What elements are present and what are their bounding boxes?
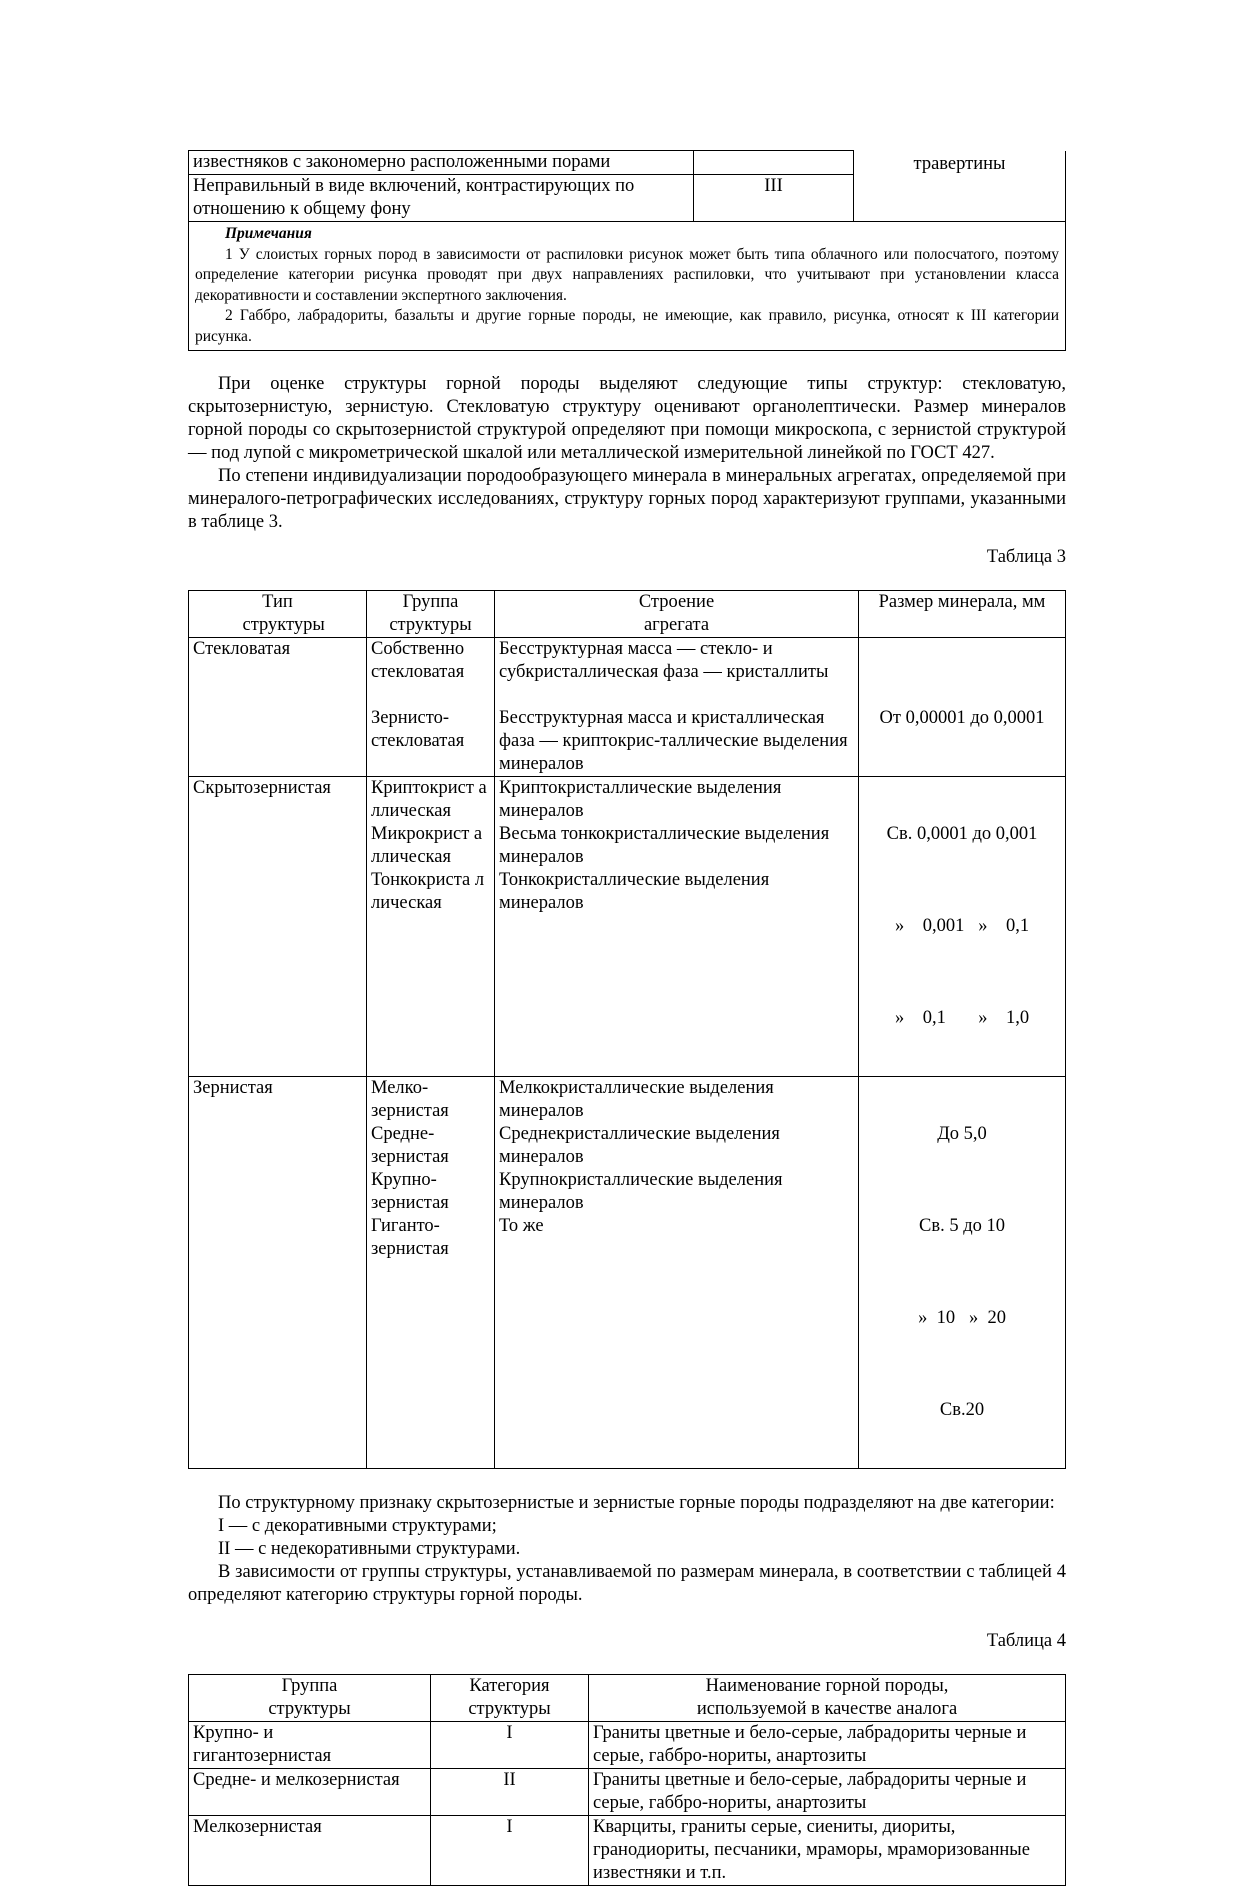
table3-type-cryptocrystalline: Скрытозернистая — [189, 777, 367, 1077]
table3-header-group: Группа структуры — [367, 591, 495, 638]
table4-header-group: Группа структуры — [189, 1675, 431, 1722]
table3-type-granular: Зернистая — [189, 1077, 367, 1469]
continued-row1-text: известняков с закономерно расположенными порами — [189, 151, 694, 175]
table3-header-size: Размер минерала, мм — [859, 591, 1066, 638]
table3-structures-glassy: Бесструктурная масса — стекло- и субкристаллическая фаза — кристаллиты Бесструктурная масса и кристаллическая фаза — криптокрис-таллические выделения минералов — [495, 638, 859, 777]
continued-row1-examples: травертины — [854, 151, 1066, 222]
continued-row1-cat — [694, 151, 854, 175]
table4 — [188, 1674, 1066, 1886]
table4-rock-name: Граниты цветные и бело-серые, лабрадориты черные и серые, габбро-нориты, анартозиты — [589, 1722, 1066, 1769]
table4-group: Крупно- и гигантозернистая — [189, 1722, 431, 1769]
table3-type-glassy: Стекловатая — [189, 638, 367, 777]
table3-sizes-cryptocrystalline: Св. 0,0001 до 0,001 » 0,001 » 0,1 » 0,1 » 1,0 — [859, 777, 1066, 1077]
paragraph-6: В зависимости от группы структуры, устанавливаемой по размерам минерала, в соответствии с таблицей 4 определяют категорию структуры горной породы. — [188, 1562, 1066, 1605]
notes-cell — [189, 222, 1066, 351]
note-2: 2 Габбро, лабрадориты, базальты и другие горные породы, не имеющие, как правило, рисунка, относят к III категории рисунка. — [195, 307, 1059, 345]
continued-table — [188, 150, 1066, 351]
table3-groups-granular: Мелко-зернистая Средне-зернистая Крупно-зернистая Гиганто-зернистая — [367, 1077, 495, 1469]
table-row — [189, 1816, 1066, 1886]
table3-header-type: Тип структуры — [189, 591, 367, 638]
table-row — [189, 777, 1066, 1077]
paragraph-3: По структурному признаку скрытозернистые и зернистые горные породы подразделяют на две категории: — [218, 1493, 1055, 1513]
paragraph-1: При оценке структуры горной породы выделяют следующие типы структур: стекловатую, скрытозернистую, зернистую. Стекловатую структуру оценивают органолептически. Размер минералов горной породы со скрытозернистой структурой определяют при помощи микроскопа, с зернистой структурой — под лупой с микрометрической шкалой или металлической измерительной линейкой по ГОСТ 427. — [188, 374, 1066, 463]
document-page — [188, 150, 1066, 1886]
table3-groups-glassy: Собственно стекловатая Зернисто-стекловатая — [367, 638, 495, 777]
table4-category: I — [431, 1816, 589, 1886]
table4-header-name: Наименование горной породы, используемой в качестве аналога — [589, 1675, 1066, 1722]
continued-row2-cat: III — [694, 175, 854, 222]
table-row — [189, 1077, 1066, 1469]
continued-row2-text: Неправильный в виде включений, контрастирующих по отношению к общему фону — [189, 175, 694, 222]
table3-size-glassy: От 0,00001 до 0,0001 — [859, 638, 1066, 777]
paragraph-5: II — с недекоративными структурами. — [218, 1539, 521, 1559]
table3-header-row — [189, 591, 1066, 638]
note-1: 1 У слоистых горных пород в зависимости от распиловки рисунок может быть типа облачного или полосчатого, поэтому определение категории рисунка проводят при двух направлениях распиловки, что учитывают при установлении класса декоративности и составлении экспертного заключения. — [195, 245, 1059, 304]
table4-group: Мелкозернистая — [189, 1816, 431, 1886]
table4-header-row — [189, 1675, 1066, 1722]
paragraph-4: I — с декоративными структурами; — [218, 1516, 497, 1536]
table4-group: Средне- и мелкозернистая — [189, 1769, 431, 1816]
table4-title: Таблица 4 — [986, 1631, 1066, 1651]
table-row — [189, 638, 1066, 777]
table3-title: Таблица 3 — [986, 547, 1066, 567]
table4-category: II — [431, 1769, 589, 1816]
table-row — [189, 1722, 1066, 1769]
paragraph-2: По степени индивидуализации породообразующего минерала в минеральных агрегатах, определяемой при минералого-петрографических исследованиях, структуру горных пород характеризуют группами, указанными в таблице 3. — [188, 466, 1066, 532]
table-row — [189, 1769, 1066, 1816]
table4-category: I — [431, 1722, 589, 1769]
table3-header-structure: Строение агрегата — [495, 591, 859, 638]
table3-structures-granular: Мелкокристаллические выделения минералов Среднекристаллические выделения минералов Крупнокристаллические выделения минералов То же — [495, 1077, 859, 1469]
table3-groups-cryptocrystalline: Криптокрист аллическая Микрокрист аллическая Тонкокриста ллическая — [367, 777, 495, 1077]
table3-structures-cryptocrystalline: Криптокристаллические выделения минералов Весьма тонкокристаллические выделения минералов Тонкокристаллические выделения минералов — [495, 777, 859, 1077]
table3-sizes-granular: До 5,0 Св. 5 до 10 » 10 » 20 Св.20 — [859, 1077, 1066, 1469]
table4-rock-name: Кварциты, граниты серые, сиениты, диориты, гранодиориты, песчаники, мраморы, мраморизованные известняки и т.п. — [589, 1816, 1066, 1886]
table4-header-category: Категория структуры — [431, 1675, 589, 1722]
table4-rock-name: Граниты цветные и бело-серые, лабрадориты черные и серые, габбро-нориты, анартозиты — [589, 1769, 1066, 1816]
table3 — [188, 590, 1066, 1469]
notes-title: Примечания — [225, 225, 312, 242]
